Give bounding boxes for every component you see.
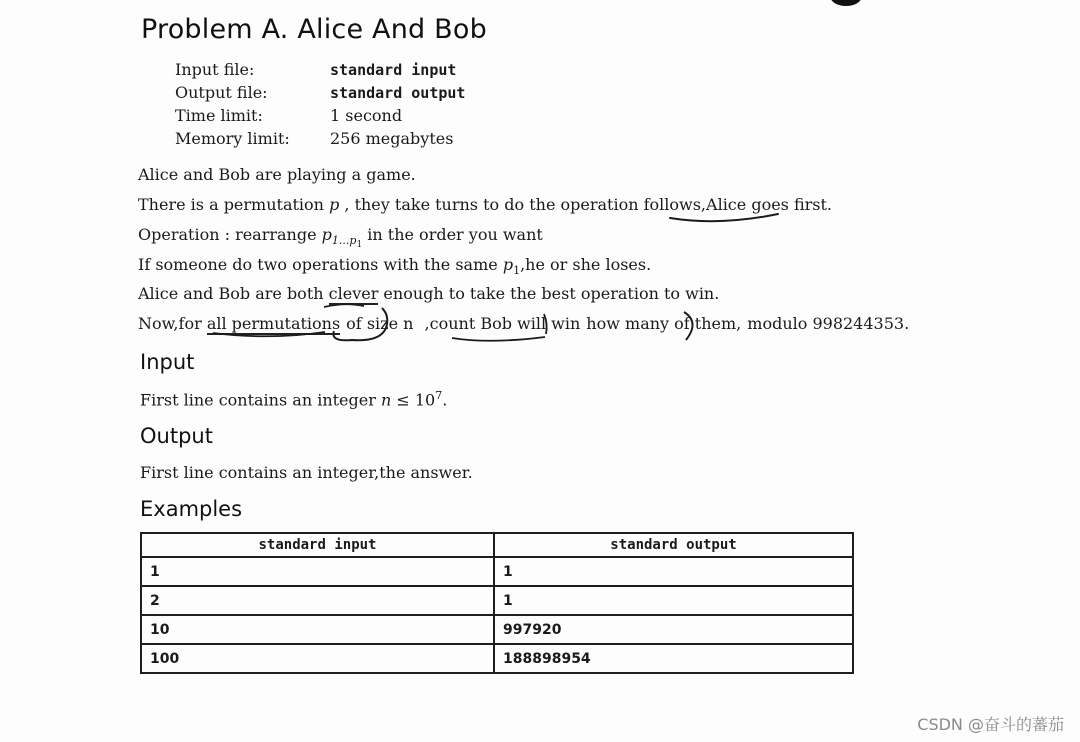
examples-heading: Examples	[140, 497, 243, 521]
statement-line-1: Alice and Bob are playing a game.	[138, 165, 416, 184]
underlined-phrase: Bob will win	[480, 314, 581, 333]
example-input: 100	[141, 644, 494, 673]
statement-line-6	[138, 314, 909, 333]
example-input: 2	[141, 586, 494, 615]
meta-row	[175, 104, 465, 127]
text: Now,for	[138, 314, 207, 333]
input-text	[140, 389, 447, 409]
output-heading: Output	[140, 424, 213, 448]
statement-line-2	[138, 195, 832, 214]
problem-limits	[175, 58, 465, 150]
text: how many of them,	[586, 314, 742, 333]
meta-key: Output file:	[175, 83, 268, 102]
text: If someone do two operations with the same	[138, 255, 503, 274]
table-row	[141, 644, 853, 673]
meta-value: 256 megabytes	[330, 129, 454, 148]
math-var: n	[380, 390, 392, 410]
text: .	[442, 390, 448, 410]
text: First line contains an integer	[140, 390, 381, 410]
math-exponent: 7	[435, 389, 443, 402]
math-subscript: 1...p	[331, 234, 357, 248]
underlined-word: clever	[328, 284, 379, 303]
text: ,he or she loses.	[520, 255, 652, 274]
text: enough to take the best operation to win.	[378, 284, 720, 303]
math-var: p	[502, 255, 514, 274]
text: There is a permutation	[138, 195, 330, 214]
statement-line-4	[138, 255, 651, 277]
meta-value: 1 second	[330, 106, 403, 125]
text: ,count	[419, 314, 481, 333]
text: .	[826, 195, 833, 214]
example-output: 188898954	[494, 644, 853, 673]
example-output: 997920	[494, 615, 853, 644]
math-var: p	[329, 195, 340, 214]
text: ≤ 10	[391, 390, 436, 410]
table-row	[141, 586, 853, 615]
math-subscript: 1	[513, 264, 521, 278]
circled-phrase: of size n	[346, 314, 414, 333]
meta-key: Memory limit:	[175, 129, 290, 148]
math-var: p	[321, 225, 332, 244]
column-header-output: standard output	[494, 533, 853, 557]
meta-row	[175, 81, 465, 104]
statement-line-5	[138, 284, 719, 303]
text: Alice and Bob are both	[138, 284, 329, 303]
example-output: 1	[494, 557, 853, 586]
statement-line-3	[138, 225, 543, 250]
output-text: First line contains an integer,the answer.	[140, 463, 473, 482]
math-subscript-2: 1	[356, 240, 363, 251]
example-input: 1	[141, 557, 494, 586]
meta-value: standard output	[330, 83, 466, 102]
text: , they take turns to do the operation follows,	[339, 195, 707, 214]
examples-table	[140, 532, 854, 674]
problem-title: Problem A. Alice And Bob	[141, 14, 487, 45]
text: Operation : rearrange	[138, 225, 322, 244]
table-row	[141, 615, 853, 644]
input-heading: Input	[140, 350, 195, 374]
example-output: 1	[494, 586, 853, 615]
text: modulo 998244353.	[747, 314, 910, 333]
ink-blot	[830, 0, 862, 6]
table-header-row	[141, 533, 853, 557]
meta-key: Input file:	[175, 60, 255, 79]
meta-row	[175, 127, 465, 150]
watermark: CSDN @奋斗的蕃茄	[917, 715, 1064, 734]
example-input: 10	[141, 615, 494, 644]
underlined-phrase: all permutations	[206, 314, 341, 333]
handwritten-underline: Alice goes first	[706, 195, 827, 214]
meta-row	[175, 58, 465, 81]
meta-key: Time limit:	[175, 106, 263, 125]
column-header-input: standard input	[141, 533, 494, 557]
meta-value: standard input	[330, 60, 457, 79]
table-row	[141, 557, 853, 586]
text: in the order you want	[362, 225, 543, 244]
